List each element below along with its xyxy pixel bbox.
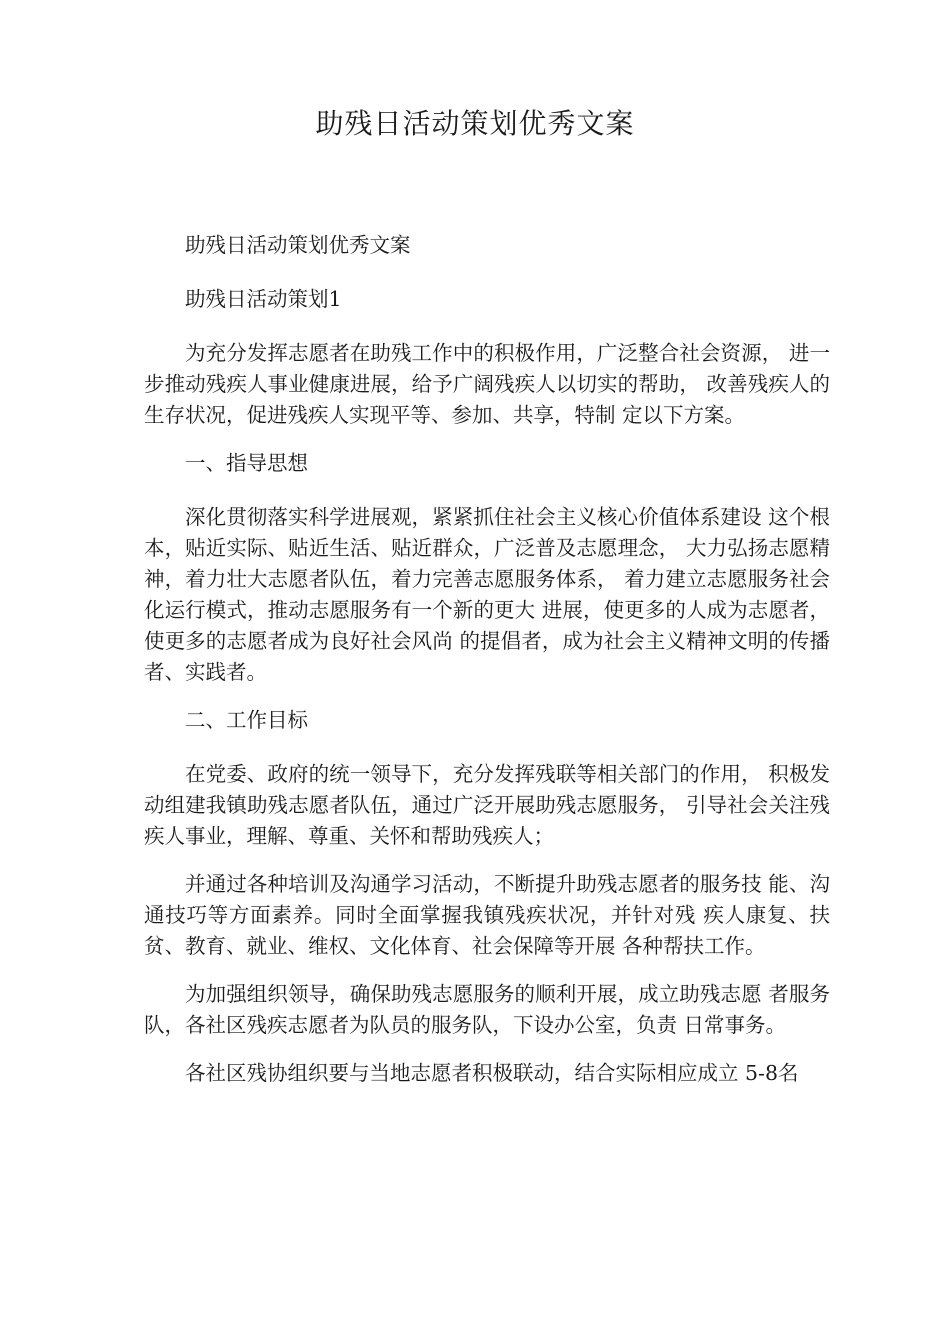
paragraph-guiding-ideology: 深化贯彻落实科学进展观，紧紧抓住社会主义核心价值体系建设 这个根本，贴近实际、贴近生活、贴近群众，广泛普及志愿理念， 大力弘扬志愿精神，着力壮大志愿者队伍，着力完善志愿服务体系， 着力建立志愿服务社会化运行模式，推动志愿服务有一个新的更大 进展，使更多的人成为志愿者，使更多的志愿者成为良好社会风尚 的提倡者，成为社会主义精神文明的传播者、实践者。 bbox=[144, 505, 830, 684]
document-title: 助残日活动策划优秀文案 bbox=[315, 107, 635, 140]
paragraph-organization: 为加强组织领导，确保助残志愿服务的顺利开展，成立助残志愿 者服务队，各社区残疾志愿者为队员的服务队，下设办公室，负责 日常事务。 bbox=[144, 982, 830, 1037]
section-heading-guiding-ideology: 一、指导思想 bbox=[185, 451, 308, 475]
paragraph-work-goals: 在党委、政府的统一领导下，充分发挥残联等相关部门的作用， 积极发动组建我镇助残志愿者队伍，通过广泛开展助残志愿服务， 引导社会关注残疾人事业，理解、尊重、关怀和帮助残疾人； bbox=[144, 762, 830, 848]
document-body bbox=[144, 230, 830, 1089]
section-heading-work-goals: 二、工作目标 bbox=[185, 708, 308, 732]
paragraph-community: 各社区残协组织要与当地志愿者积极联动，结合实际相应成立 5-8名 bbox=[185, 1061, 799, 1085]
paragraph-training: 并通过各种培训及沟通学习活动，不断提升助残志愿者的服务技 能、沟通技巧等方面素养。同时全面掌握我镇残疾状况，并针对残 疾人康复、扶贫、教育、就业、维权、文化体育、社会保障等开展 各种帮扶工作。 bbox=[144, 872, 830, 958]
paragraph-subtitle: 助残日活动策划优秀文案 bbox=[185, 233, 411, 257]
paragraph-intro: 为充分发挥志愿者在助残工作中的积极作用，广泛整合社会资源， 进一步推动残疾人事业健康进展，给予广阔残疾人以切实的帮助， 改善残疾人的生存状况，促进残疾人实现平等、参加、共享，特制 定以下方案。 bbox=[144, 341, 830, 427]
paragraph-section-heading-plan-1: 助残日活动策划1 bbox=[185, 287, 342, 311]
